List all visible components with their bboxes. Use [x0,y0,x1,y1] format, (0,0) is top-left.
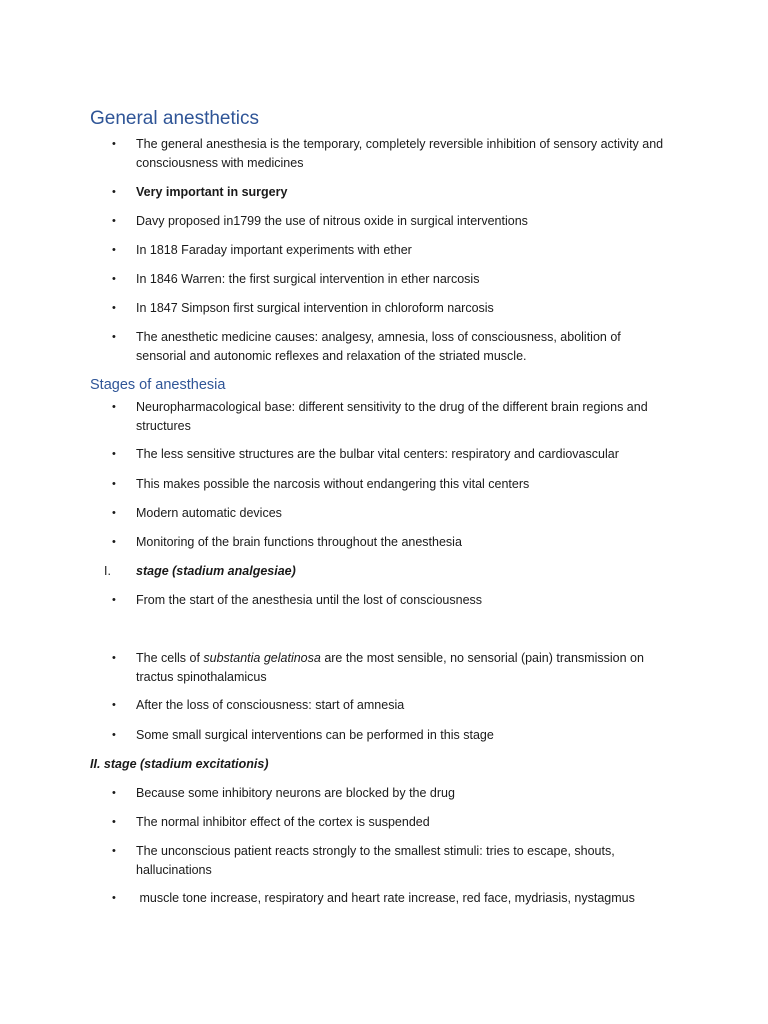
bullet-icon: • [112,699,116,711]
list-item [112,328,672,365]
substantia-gelatinosa-term: substantia gelatinosa [203,651,321,665]
stage-one-label: stage (stadium analgesiae) [136,564,296,578]
bullet-icon: • [112,507,116,519]
list-item-text: The normal inhibitor effect of the cortex is suspended [136,815,430,829]
list-item [112,398,672,435]
list-item-text: Because some inhibitory neurons are blocked by the drug [136,786,455,800]
list-item-text: In 1846 Warren: the first surgical intervention in ether narcosis [136,272,480,286]
list-item [112,813,672,832]
list-item [112,183,672,202]
bullet-icon: • [112,186,116,198]
cells-text-end: are the most sensible, no sensorial (pain) transmission on tractus spinothalamicus [136,651,644,684]
bullet-icon: • [112,652,116,664]
list-item-text [136,649,672,686]
list-item-text: In 1818 Faraday important experiments with ether [136,243,412,257]
bullet-icon: • [112,331,116,343]
stage-one-numeral: I. [104,564,111,578]
page-title: General anesthetics [90,108,259,129]
list-item [112,475,672,494]
list-item [112,842,672,879]
list-item-text: After the loss of consciousness: start of amnesia [136,698,405,712]
list-item [112,241,672,260]
list-item-text: Some small surgical interventions can be performed in this stage [136,728,494,742]
list-item-text: Neuropharmacological base: different sensitivity to the drug of the different brain regions and structures [136,400,648,433]
list-item-text: This makes possible the narcosis without endangering this vital centers [136,477,530,491]
list-item-text: In 1847 Simpson first surgical intervention in chloroform narcosis [136,301,494,315]
bullet-icon: • [112,787,116,799]
list-item [112,784,672,803]
list-item-text: The less sensitive structures are the bulbar vital centers: respiratory and cardiovascular [136,447,619,461]
list-item-text: The anesthetic medicine causes: analgesy, amnesia, loss of consciousness, abolition of sensorial and autonomic reflexes and relaxation of the striated muscle. [136,330,621,363]
list-item-text: The unconscious patient reacts strongly to the smallest stimuli: tries to escape, shouts, hallucinations [136,844,615,877]
list-item [112,649,672,686]
bullet-icon: • [112,536,116,548]
bullet-icon: • [112,816,116,828]
bullet-icon: • [112,448,116,460]
list-item-text: Modern automatic devices [136,506,282,520]
bullet-icon: • [112,215,116,227]
list-item [112,591,672,610]
stage-one-heading [104,562,296,580]
bullet-icon: • [112,594,116,606]
bullet-icon: • [112,401,116,413]
bullet-icon: • [112,729,116,741]
list-item-text: From the start of the anesthesia until the lost of consciousness [136,593,483,607]
list-item-text: muscle tone increase, respiratory and heart rate increase, red face, mydriasis, nystagmus [136,891,635,905]
bullet-icon: • [112,273,116,285]
list-item [112,533,672,552]
bullet-icon: • [112,845,116,857]
list-item [112,135,672,172]
bullet-icon: • [112,138,116,150]
cells-text-start: The cells of [136,651,204,665]
list-item [112,212,672,231]
bullet-icon: • [112,302,116,314]
list-item [112,889,672,908]
list-item [112,445,672,464]
list-item-text: Very important in surgery [136,185,288,199]
list-item-text: Monitoring of the brain functions throughout the anesthesia [136,535,462,549]
section-heading: Stages of anesthesia [90,377,226,393]
bullet-icon: • [112,244,116,256]
list-item-text: The general anesthesia is the temporary, completely reversible inhibition of sensory activity and consciousness with medicines [136,137,664,170]
bullet-icon: • [112,892,116,904]
list-item [112,726,672,745]
stage-two-heading: II. stage (stadium excitationis) [90,757,269,771]
list-item [112,299,672,318]
list-item [112,504,672,523]
list-item [112,696,672,715]
list-item-text: Davy proposed in1799 the use of nitrous oxide in surgical interventions [136,214,528,228]
list-item [112,270,672,289]
bullet-icon: • [112,478,116,490]
